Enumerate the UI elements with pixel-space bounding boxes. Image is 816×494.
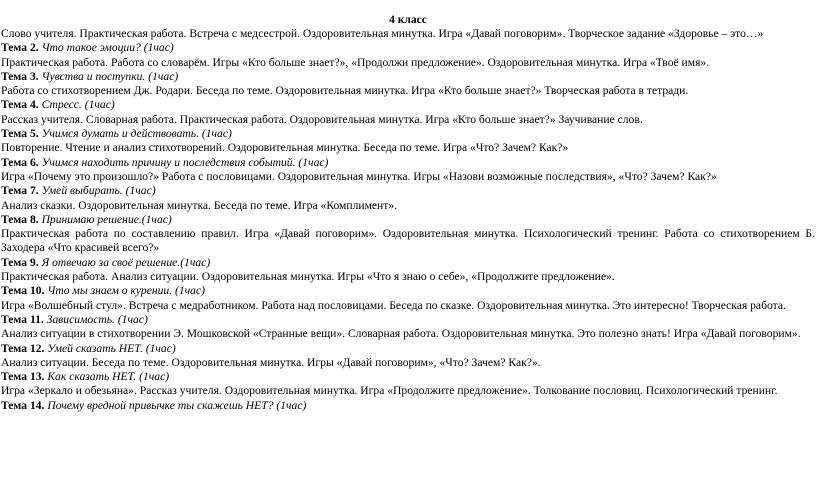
topic-description: Анализ ситуации в стихотворении Э. Мошковской «Странные вещи». Словарная работа. Оздоровительная минутка. Это полезно знать! Игра «Давай поговорим». bbox=[1, 327, 801, 341]
topic-heading bbox=[1, 399, 815, 413]
topic-heading bbox=[1, 156, 815, 170]
topic-description: Практическая работа. Работа со словарём. Игры «Кто больше знает?», «Продолжи предложение». Оздоровительная минутка. Игра «Твоё имя». bbox=[1, 55, 710, 69]
topic-description: Практическая работа. Анализ ситуации. Оздоровительная минутка. Игры «Что я знаю о себе», «Продолжите предложение». bbox=[1, 270, 615, 284]
topic-number: Тема 3. bbox=[1, 69, 39, 83]
topic-heading bbox=[1, 284, 815, 298]
topic-number: Тема 6. bbox=[1, 155, 39, 169]
topic-description: Игра «Зеркало и обезьяна». Рассказ учителя. Оздоровительная минутка. Игра «Продолжите предложение». Толкование пословиц. Психологический тренинг. bbox=[1, 384, 778, 398]
topic-heading bbox=[1, 342, 815, 356]
topic-number: Тема 14. bbox=[1, 398, 45, 412]
topic-description: Практическая работа по составлению правил. Игра «Давай поговорим». Оздоровительная минутка. Психологический тренинг. Работа со стихотворением Б. Заходера «Что красивей всего?» bbox=[1, 227, 815, 255]
topic-number: Тема 7. bbox=[1, 184, 39, 198]
topic-description: Повторение. Чтение и анализ стихотворений. Оздоровительная минутка. Беседа по теме. Игра «Что? Зачем? Как?» bbox=[1, 141, 569, 155]
topic-description: Работа со стихотворением Дж. Родари. Беседа по теме. Оздоровительная минутка. Игра «Кто больше знает?» Творческая работа в тетради. bbox=[1, 84, 689, 98]
topic-description: Игра «Почему это произошло?» Работа с пословицами. Оздоровительная минутка. Игры «Назови возможные последствия», «Что? Зачем? Как?» bbox=[1, 169, 717, 183]
topic-title: Учимся думать и действовать. (1час) bbox=[41, 127, 232, 141]
topic-number: Тема 9. bbox=[1, 255, 39, 269]
topic-heading bbox=[1, 213, 815, 227]
topic-list bbox=[1, 41, 815, 413]
topic-number: Тема 8. bbox=[1, 212, 39, 226]
topic-description: Рассказ учителя. Словарная работа. Практическая работа. Оздоровительная минутка. Игра «Кто больше знает?» Заучивание слов. bbox=[1, 112, 643, 126]
topic-number: Тема 13. bbox=[1, 370, 45, 384]
topic-number: Тема 2. bbox=[1, 41, 39, 55]
topic-title: Я отвечаю за своё решение.(1час) bbox=[41, 255, 211, 269]
grade-heading: 4 класс bbox=[389, 14, 427, 26]
topic-number: Тема 10. bbox=[1, 284, 45, 298]
topic-title: Как сказать НЕТ. (1час) bbox=[47, 370, 170, 384]
topic-title: Умей сказать НЕТ. (1час) bbox=[47, 341, 176, 355]
topic-heading bbox=[1, 98, 815, 112]
topic-title: Зависимость. (1час) bbox=[46, 312, 148, 326]
topic-description: Игра «Волшебный стул». Встреча с медработником. Работа над пословицами. Беседа по сказке. Оздоровительная минутка. Это интересно! Творческая работа. bbox=[1, 298, 786, 312]
topic-heading bbox=[1, 127, 815, 141]
topic-heading bbox=[1, 70, 815, 84]
topic-heading bbox=[1, 184, 815, 198]
topic-title: Чувства и поступки. (1час) bbox=[41, 69, 179, 83]
topic-number: Тема 5. bbox=[1, 127, 39, 141]
topic-title: Стресс. (1час) bbox=[41, 98, 115, 112]
topic-number: Тема 12. bbox=[1, 341, 45, 355]
topic-title: Учимся находить причину и последствия событий. (1час) bbox=[41, 155, 329, 169]
topic-heading bbox=[1, 313, 815, 327]
topic-heading bbox=[1, 256, 815, 270]
topic-title: Принимаю решение.(1час) bbox=[41, 212, 172, 226]
topic-number: Тема 11. bbox=[1, 312, 44, 326]
topic-description: Анализ сказки. Оздоровительная минутка. Беседа по теме. Игра «Комплимент». bbox=[1, 198, 398, 212]
topic-number: Тема 4. bbox=[1, 98, 39, 112]
topic-heading bbox=[1, 370, 815, 384]
intro-paragraph: Слово учителя. Практическая работа. Встреча с медсестрой. Оздоровительная минутка. Игра «Давай поговорим». Творческое задание «Здоровье – это…» bbox=[1, 27, 764, 40]
topic-heading bbox=[1, 41, 815, 55]
topic-title: Что такое эмоции? (1час) bbox=[41, 41, 174, 55]
topic-description: Анализ ситуации. Беседа по теме. Оздоровительная минутка. Игры «Давай поговорим», «Что? Зачем? Как?». bbox=[1, 355, 541, 369]
topic-title: Что мы знаем о курении. (1час) bbox=[47, 284, 205, 298]
topic-title: Почему вредной привычке ты скажешь НЕТ? (1час) bbox=[47, 398, 307, 412]
topic-title: Умей выбирать. (1час) bbox=[41, 184, 156, 198]
document-page bbox=[0, 13, 816, 494]
